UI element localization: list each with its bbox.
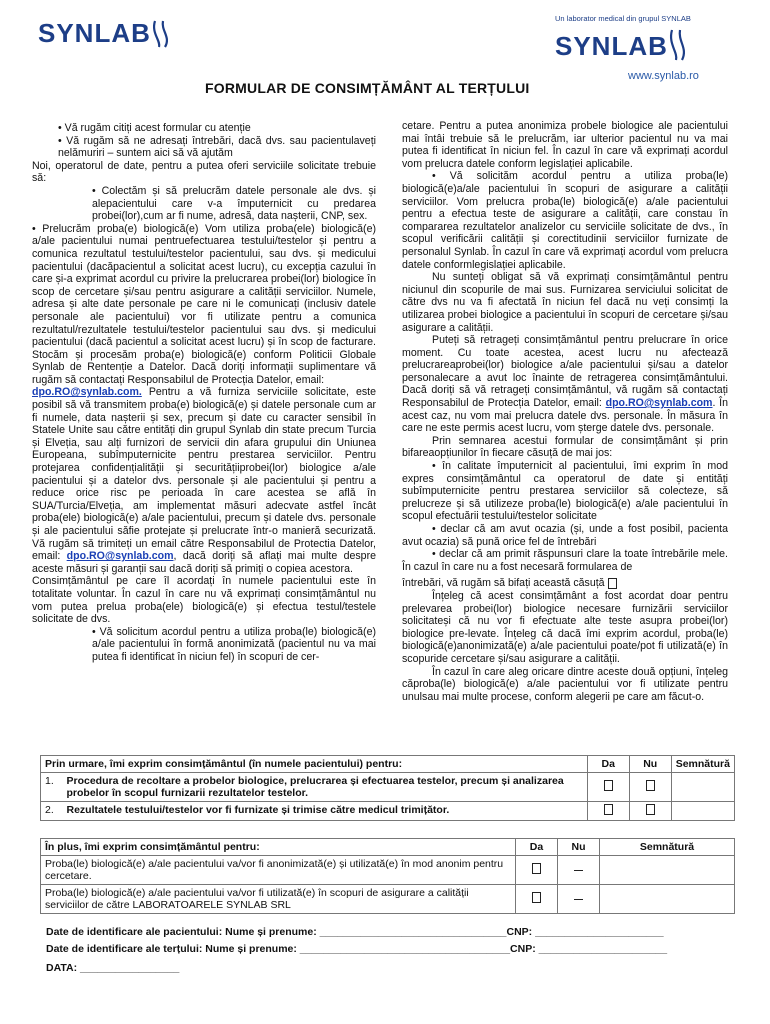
left-column <box>32 122 376 664</box>
paragraph-text: . În acest caz, nu vom mai prelucra datele dvs. personale. În măsura în care ne este permis acest lucru, vom șterge datele dvs. personale. <box>402 397 728 435</box>
row-text: Proba(le) biologică(e) a/ale pacientului va/vor fi anonimizată(e) și utilizată(e) în mod anonim pentru cercetare. <box>41 856 516 885</box>
table-title: Prin urmare, îmi exprim consimțământul (în numele pacientului) pentru: <box>41 756 588 773</box>
column-header-yes: Da <box>587 756 629 773</box>
consent-no-checkbox[interactable] <box>646 780 655 791</box>
paragraph: • Vă solicitum acordul pentru a utiliza proba(le) biologică(e) a/ale pacientului în formă anonimizată (pacientul nu va mai putea fi identificat în niciun fel) în scopuri de cer- <box>92 625 376 663</box>
paragraph <box>402 334 728 435</box>
paragraph: În cazul în care aleg oricare dintre aceste două opțiuni, înțeleg căproba(le) biologică(e) a/ale pacientului vor fi utilizate pentru unulsau mai multe procese, conform alegerii pe care am făcut-o. <box>402 665 728 703</box>
patient-identification-line[interactable]: Date de identificare ale pacientului: Nume și prenume: ________________________________CNP: ______________________ <box>46 926 664 938</box>
row-text: Proba(le) biologică(e) a/ale pacientului va/vor fi utilizată(e) în scopuri de asigurare a calității serviciilor de către LABORATOARELE SYNLAB SRL <box>41 885 516 914</box>
column-header-signature: Semnătură <box>671 756 734 773</box>
paragraph-text: • Prelucrăm proba(e) biologică(e) Vom utiliza proba(ele) biologică(e) a/ale pacientului numai pentruefectuarea testului/testelor și pentru a comunica rezultatul testului/testelor pacientului, sau dvs. și medicului pacientului (dacăpacientul a solicitat acest lucru), cu excepția cazului în care și-a exprimat acordul cu privire la prelucrarea probei(lor) biologice în scop de cercetare și/sau pentru asigurare a calității serviciilor. Numele, adresa și alte date personale pe care ni le comunicați (inclusiv datele personale ale pacientului) vor fi utilizate pentru a comunica rezultatul/rezultatele testului/testelor pacientului sau dvs. și medicului pacientului (dacă pacientul a solicitat acest lucru) și în scop de facturare. Stocăm și procesăm proba(e) biologică(e) conform Politicii Globale Synlab de Rentenție a Datelor. Dacă doriți informații suplimentare vă rugăm să contactați Responsabilul de Protecția Datelor, email: <box>32 222 376 386</box>
paragraph: • în calitate împuternicit al pacientului, îmi exprim în mod expres consimțământul ca operatorul de date și entități subîmputernicite pentru prestarea serviciilor să colecteze, să prelucreze și să utilizeze proba(le) biologică(e) a/ale pacientului în scopul efectuării testului/testelor solicitate <box>402 460 728 523</box>
row-text: Procedura de recoltare a probelor biologice, prelucrarea și efectuarea testelor, precum și analizarea probelor în scopul furnizarii rezultatelor testelor. <box>63 773 588 802</box>
paragraph-text: , dacă doriți să aflați mai multe despre aceste măsuri și garanții sau dacă doriți să primiți o copiea acestora. <box>32 550 376 575</box>
column-header-signature: Semnătură <box>600 839 735 856</box>
consent-table-additional <box>40 838 735 914</box>
synlab-swirl-icon <box>151 19 173 49</box>
signature-field[interactable] <box>671 802 734 821</box>
third-party-identification-line[interactable]: Date de identificare ale terțului: Nume și prenume: ____________________________________CNP: ______________________ <box>46 943 668 955</box>
paragraph: • declar că am primit răspunsuri clare la toate întrebările mele. În cazul în care nu a fost necesară formularea de <box>402 548 728 573</box>
consent-table-primary <box>40 755 735 821</box>
consent-no-checkbox[interactable] <box>574 899 583 900</box>
paragraph: • Vă rugăm citiți acest formular cu atenție <box>58 122 251 134</box>
row-number: 2. <box>41 802 63 821</box>
signature-field[interactable] <box>600 885 735 914</box>
consent-no-checkbox[interactable] <box>646 804 655 815</box>
row-text: Rezultatele testului/testelor vor fi furnizate și trimise către medicul trimițător. <box>63 802 588 821</box>
paragraph: • Colectăm și să prelucrăm datele personale ale dvs. și alepacientului care v-a împuternicit cu predarea probei(lor),cum ar fi nume, adresă, data nașterii, CNP, sex. <box>92 184 376 223</box>
paragraph: • Vă solicităm acordul pentru a utiliza proba(le) biologică(e)a/ale pacientului în scopuri de asigurare a calității serviciilor. Vom prelucra proba(le) biologică(e) a/ale pacientului pentru a efectua teste de asigurare a calității, care constau în compararea rezultatelor analizelor cu serviciile solicitate de dvs., în scopul verificării calității și corectitudinii serviciilor furnizate de personalul Synlab. În cazul în care vă exprimați acordul vom prelucra datele conformlegislației aplicabile. <box>402 170 728 271</box>
row-number: 1. <box>41 773 63 802</box>
dpo-email-link[interactable]: dpo.RO@synlab.com <box>66 550 174 563</box>
table-row <box>41 856 735 885</box>
signature-field[interactable] <box>671 773 734 802</box>
paragraph: cetare. Pentru a putea anonimiza probele biologice ale pacientului mai întâi trebuie să le prelucrăm, iar ulterior pacientul nu va mai putea fi identificat în niciun fel. În cazul în care vă exprimați acordul vom prelucra datele conform legislației aplicabile. <box>402 120 728 170</box>
paragraph-text: întrebări, vă rugăm să bifați această căsuță <box>402 577 605 590</box>
page-title: FORMULAR DE CONSIMȚĂMÂNT AL TERȚULUI <box>205 80 530 96</box>
synlab-swirl-icon <box>668 28 690 62</box>
table-row <box>41 802 735 821</box>
logo-text: SYNLAB <box>555 31 668 61</box>
paragraph: Nu sunteți obligat să vă exprimați consimțământul pentru niciunul din scopurile de mai sus. Furnizarea serviciului solicitat de către dvs nu va fi afectată în niciun fel dacă nu veți consimți la utilizarea probei biologice a pacientului în scopuri de cercetare și/sau asigurare a calității. <box>402 271 728 334</box>
logo-text: SYNLAB <box>38 18 151 48</box>
consent-yes-checkbox[interactable] <box>532 863 541 874</box>
no-questions-checkbox[interactable] <box>608 578 617 589</box>
table-title: În plus, îmi exprim consimțământul pentru: <box>41 839 516 856</box>
consent-yes-checkbox[interactable] <box>604 780 613 791</box>
paragraph: • declar că am avut ocazia (și, unde a fost posibil, pacienta avut ocazia) să pună orice fel de întrebări <box>402 523 728 548</box>
paragraph: Înțeleg că acest consimțământ a fost acordat doar pentru prelevarea probei(lor) biologice necesare furnizării serviciilor solicitateși că nu vor fi efectuate alte teste asupra probei(lor) biologice pre-levate. Înțeleg că dacă îmi exprim acordul, proba(le) biologică(e)anonimizată(e) a/ale pacientului poate/pot fi utilizată(e) în scopuride cercetare și/sau asigurare a calității. <box>402 589 728 665</box>
right-column <box>402 120 728 703</box>
column-header-yes: Da <box>516 839 558 856</box>
paragraph <box>402 577 728 590</box>
paragraph: Consimțământul pe care îl acordați în numele pacientului este în totalitate voluntar. În cazul în care nu vă exprimați consimțământul nu vom putea prelua proba(ele) biologică(e) și efectua testul/testele solicitate de dvs. <box>32 575 376 626</box>
website-link[interactable]: www.synlab.ro <box>628 70 699 82</box>
table-row <box>41 885 735 914</box>
date-line[interactable]: DATA: _________________ <box>46 962 180 974</box>
consent-no-checkbox[interactable] <box>574 870 583 871</box>
synlab-logo-right <box>555 28 690 62</box>
dpo-email-link[interactable]: dpo.RO@synlab.com. <box>32 386 142 399</box>
dpo-email-link[interactable]: dpo.RO@synlab.com <box>605 397 713 410</box>
paragraph-text: Pentru a vă furniza serviciile solicitate, este posibil să vă transmitem proba(e) biologică(e) și datele personale cum ar fi numele, data nașterii și sex, precum și date cu caracter sensibil în Statele Unite sau către entități din grupul Synlab din state precum Turcia și Elveția, sau alți furnizori de servicii din afara grupului din Uniunea Europeana, subîmputernicite pentru prestarea serviciilor. Pentru protejarea confidențialității și securitățiiprobei(lor) biologice a/ale pacientului și a datelor dvs. personale și ale pacientului și pentru a reduce orice risc pe perioada în care acestea se află în SUA/Turcia/Elveția, am implementat măsuri adecvate astfel încât proba(ele) biologică(e) a/ale pacientului, precum și datele dvs. personale și ale pacientului săfie protejate și prelucrate într-o manieră securizată. Vă rugăm să trimiteți un email către Responsabilul de Protectia Datelor, email: <box>32 386 376 563</box>
synlab-logo-left <box>38 18 173 49</box>
paragraph: Noi, operatorul de date, pentru a putea oferi serviciile solicitate trebuie să: <box>32 159 376 185</box>
column-header-no: Nu <box>629 756 671 773</box>
paragraph-text: Puteți să retrageți consimțământul pentru prelucrare în orice moment. Cu toate acestea, acest lucru nu afectează prelucrareaprobei(lor) biologice a/ale pacientului și/sau a datelor personalecare a avut loc înainte de retragerea consimțământului. Dacă doriți să vă retrageți consimțământul, vă rugăm să contactați Responsabilul de Protecția Datelor, email: <box>402 334 728 410</box>
consent-yes-checkbox[interactable] <box>532 892 541 903</box>
consent-yes-checkbox[interactable] <box>604 804 613 815</box>
signature-field[interactable] <box>600 856 735 885</box>
paragraph <box>32 223 376 576</box>
table-row <box>41 773 735 802</box>
group-tagline: Un laborator medical din grupul SYNLAB <box>555 14 691 23</box>
paragraph: Prin semnarea acestui formular de consimțământ și prin bifareaopțiunilor în fiecare căsuță de mai jos: <box>402 434 728 460</box>
paragraph: • Vă rugăm să ne adresați întrebări, dacă dvs. sau pacientulaveți nelămuriri – suntem aici să vă ajutăm <box>58 134 376 160</box>
column-header-no: Nu <box>558 839 600 856</box>
